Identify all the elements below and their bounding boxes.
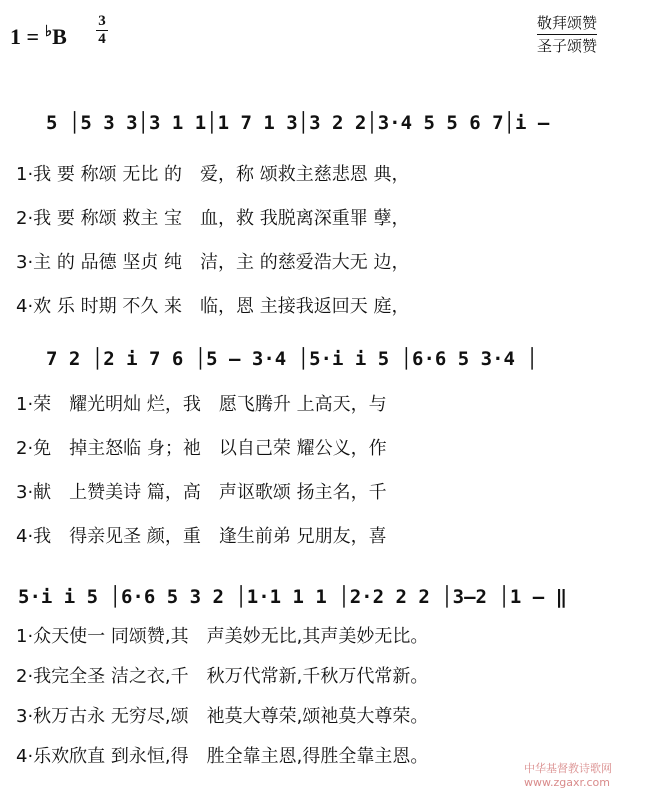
- time-signature: [96, 14, 108, 47]
- lyric-line: [0, 704, 664, 730]
- notation-line-3: [0, 580, 664, 614]
- notation-line-1: [0, 106, 664, 140]
- flat-symbol: ♭: [45, 24, 53, 40]
- verse-4: 4·我 得亲见圣 颜，重 逢生前弟 兄朋友，喜: [16, 526, 387, 547]
- verse-4: 4·欢 乐 时期 不久 来 临，恩 主接我返回天 庭，: [16, 296, 410, 317]
- category-2: 圣子颂赞: [537, 37, 598, 55]
- verse-2: 2·免 掉主怒临 身；祂 以自己荣 耀公义，作: [16, 438, 387, 459]
- key-prefix: 1 =: [10, 24, 40, 49]
- category-1: 敬拜颂赞: [537, 12, 597, 35]
- verse-1: 1·众天使一 同颂赞,其 声美妙无比,其声美妙无比。: [16, 626, 429, 647]
- key-note: B: [52, 24, 67, 49]
- verse-3: 3·献 上赞美诗 篇，高 声讴歌颂 扬主名，千: [16, 482, 387, 503]
- verse-3: 3·秋万古永 无穷尽,颂 祂莫大尊荣,颂祂莫大尊荣。: [16, 706, 429, 727]
- verse-3: 3·主 的 品德 坚贞 纯 洁，主 的慈爱浩大无 边，: [16, 252, 410, 273]
- lyric-line: [0, 392, 664, 418]
- lyric-line: [0, 436, 664, 462]
- meter-top: 3: [98, 13, 106, 29]
- lyric-line: [0, 480, 664, 506]
- lyric-line: [0, 162, 664, 188]
- verse-1: 1·我 要 称颂 无比 的 爱，称 颂救主慈悲恩 典，: [16, 164, 410, 185]
- key-signature: [10, 13, 106, 50]
- lyric-line: [0, 664, 664, 690]
- verse-2: 2·我 要 称颂 救主 宝 血，救 我脱离深重罪 孽，: [16, 208, 410, 229]
- notation-text: 7 2 │2 i 7 6 │5 – 3·4 │5·i i 5 │6·6 5 3·4 │: [46, 348, 538, 370]
- watermark: [524, 762, 612, 790]
- lyric-line: [0, 524, 664, 550]
- verse-4: 4·乐欢欣直 到永恒,得 胜全靠主恩,得胜全靠主恩。: [16, 746, 429, 767]
- lyric-line: [0, 206, 664, 232]
- notation-line-2: [0, 342, 664, 376]
- lyric-line: [0, 250, 664, 276]
- category-labels: [537, 12, 597, 57]
- verse-2: 2·我完全圣 洁之衣,千 秋万代常新,千秋万代常新。: [16, 666, 429, 687]
- watermark-line-2: www.zgaxr.com: [524, 776, 610, 789]
- notation-text: 5 │5 3 3│3 1 1│1 7 1 3│3 2 2│3·4 5 5 6 7│i –: [46, 112, 550, 134]
- meter-bottom: 4: [98, 31, 106, 47]
- notation-text: 5·i i 5 │6·6 5 3 2 │1·1 1 1 │2·2 2 2 │3–2 │1 – ‖: [18, 586, 568, 608]
- lyric-line: [0, 294, 664, 320]
- verse-1: 1·荣 耀光明灿 烂，我 愿飞腾升 上高天，与: [16, 394, 387, 415]
- lyric-line: [0, 624, 664, 650]
- watermark-line-1: 中华基督教诗歌网: [524, 762, 612, 775]
